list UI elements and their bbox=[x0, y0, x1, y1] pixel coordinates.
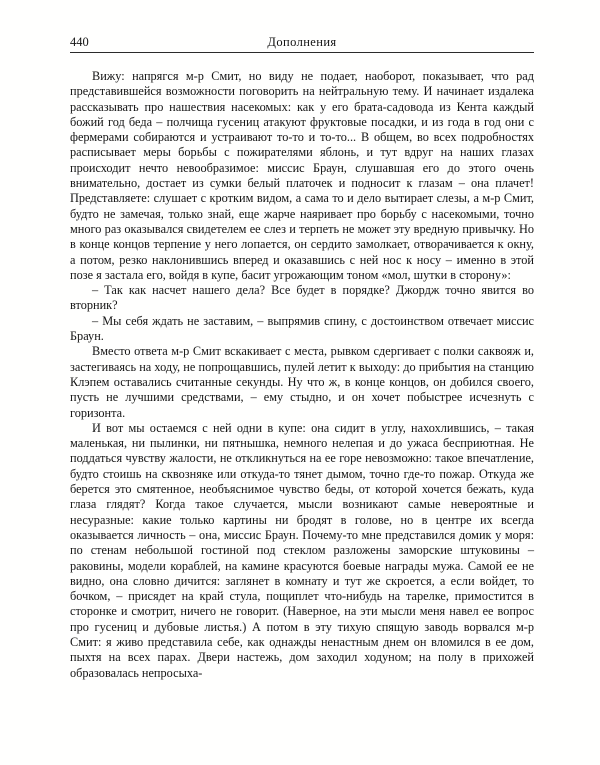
page-header bbox=[70, 34, 534, 50]
paragraph: Вижу: напрягся м-р Смит, но виду не подает, наоборот, показывает, что рад представившейся возможности поговорить на нейтральную тему. И начинает издалека рассказывать про нашествия насекомых: как у его брата-садовода из Кента каждый божий год беда – полчища гусениц атакуют фруктовые посадки, и из года в год они с фермерами собираются и устраивают то-то и то-то... В общем, во всех подробностях расписывает меры борьбы с пожирателями яблонь, и тут вдруг на наших глазах происходит нечто невообразимое: миссис Браун, слушавшая его до этого очень внимательно, достает из сумки белый платочек и подносит к глазам – она плачет! Представляете: слушает с кротким видом, а сама то и дело вытирает слезы, а м-р Смит, будто не замечая, только знай, еще жарче наяривает про борьбу с насекомыми, точно много раз оказывался свидетелем ее слез и терпеть не может эту вредную привычку. Но в конце концов терпение у него лопается, он сердито замолкает, отворачивается к окну, а потом, резко наклонившись вперед и оказавшись с ней нос к носу – именно в этой позе я застала его, войдя в купе, басит угрожающим тоном «мол, шутки в сторону»: bbox=[70, 69, 534, 282]
paragraph-dialogue: – Так как насчет нашего дела? Все будет в порядке? Джордж точно явится во вторник? bbox=[70, 283, 534, 313]
paragraph: Вместо ответа м-р Смит вскакивает с места, рывком сдергивает с полки саквояж и, застегиваясь на ходу, не попрощавшись, пулей летит к выходу: до прибытия на станцию Клэпем оставались считанные секунды. Ну что ж, в конце концов, он добился своего, пусть не лучшими средствами, – ему стыдно, и он хочет побыстрее исчезнуть с горизонта. bbox=[70, 344, 534, 420]
paragraph-dialogue: – Мы себя ждать не заставим, – выпрямив спину, с достоинством отвечает миссис Браун. bbox=[70, 313, 534, 344]
header-rule bbox=[70, 52, 534, 53]
running-title: Дополнения bbox=[267, 35, 337, 49]
page-body bbox=[70, 69, 534, 681]
page-number: 440 bbox=[70, 35, 89, 49]
paragraph: И вот мы остаемся с ней одни в купе: она сидит в углу, нахохлившись, – такая маленькая, ни пылинки, ни пятнышка, немного нелепая и до ужаса бесприютная. Не поддаться чувству жалости, не откликнуться на ее горе невозможно: такое впечатление, будто стоишь на сквозняке или откуда-то тянет дымом, точно где-то пожар. Откуда же берется это смятенное, необъяснимое чувство беды, от которой хочется бежать, куда глаза глядят? Когда такое случается, мысли возникают самые невероятные и несуразные: какие только картины ни бродят в голове, но в центре их всегда оказывается личность – она, миссис Браун. Почему-то мне представился домик у моря: по стенам небольшой гостиной под стеклом разложены заморские штуковины – раковины, модели кораблей, на камине красуются боевые награды мужа. Самой ее не видно, она словно дичится: заглянет в комнату и тут же скроется, а если войдет, то бочком, – присядет на край стула, пощиплет что-нибудь на тарелке, примостится в сторонке и смотрит, ничего не говорит. (Наверное, на эти мысли меня навел ее вопрос про гусениц и дубовые листья.) А потом в эту тихую спящую заводь ворвался м-р Смит: я живо представила себе, как однажды ненастным днем он вломился в ее дом, пыхтя на всех парах. Двери настежь, дом заходил ходуном; на полу в прихожей образовалась непросыха- bbox=[70, 420, 534, 680]
